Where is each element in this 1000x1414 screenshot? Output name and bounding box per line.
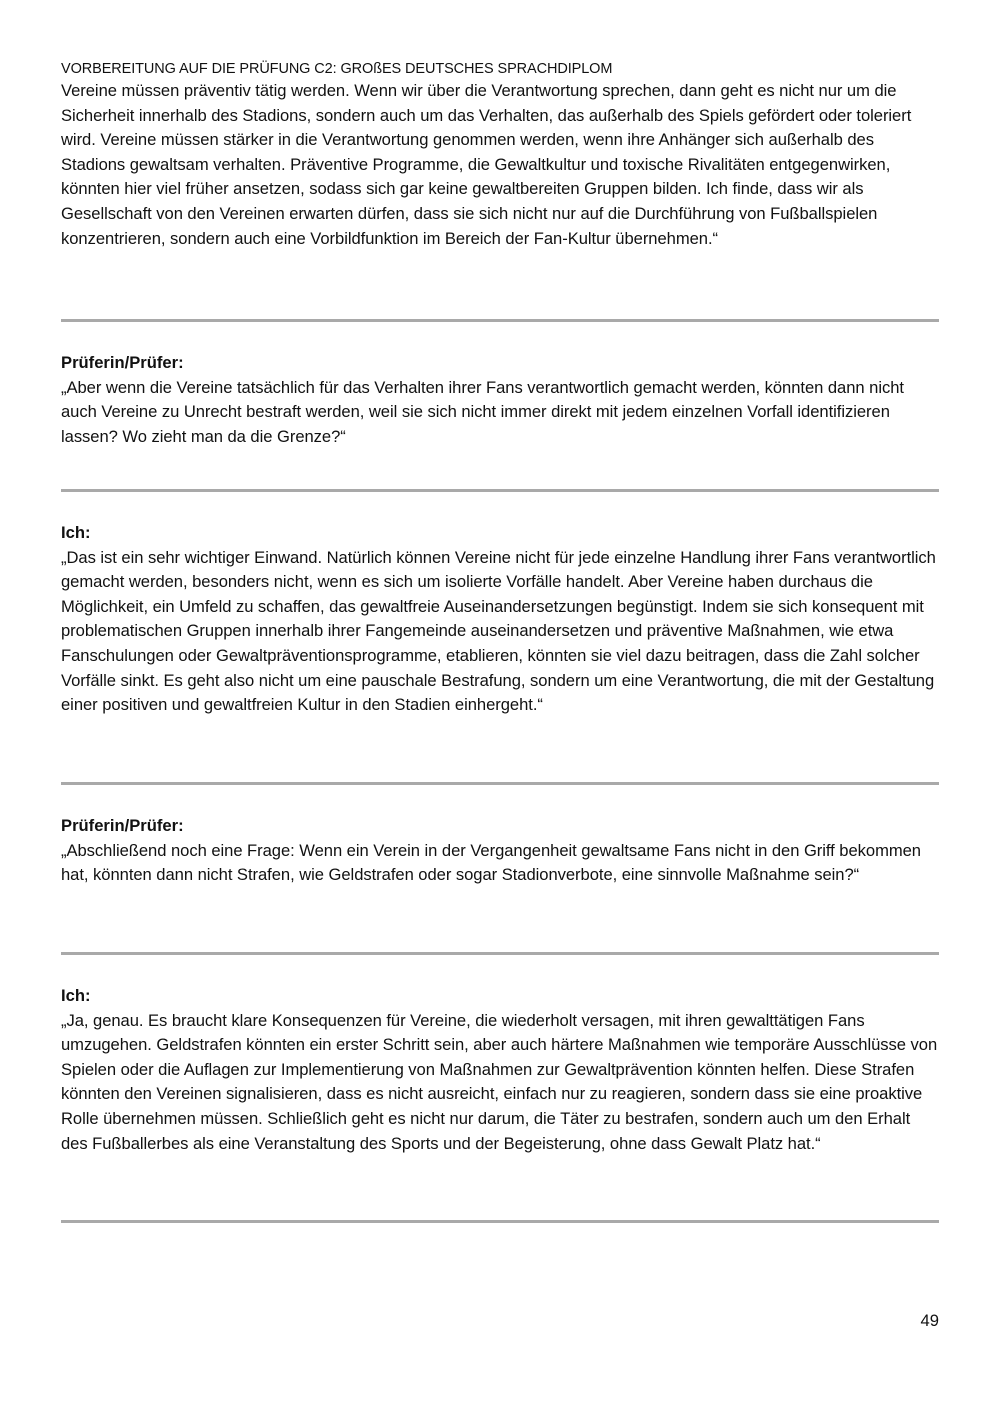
dialogue-turn-2 xyxy=(61,521,941,718)
turn-text: „Das ist ein sehr wichtiger Einwand. Natürlich können Vereine nicht für jede einzelne Handlung ihrer Fans verantwortlich gemacht werden, besonders nicht, wenn es sich um isolierte Vorfälle handelt. Aber Vereine haben durchaus die Möglichkeit, ein Umfeld zu schaffen, das gewaltfreie Auseinandersetzungen begünstigt. Indem sie sich konsequent mit problematischen Gruppen innerhalb ihrer Fangemeinde auseinandersetzen und präventive Maßnahmen, wie etwa Fanschulungen oder Gewaltpräventionsprogramme, etablieren, könnten sie viel dazu beitragen, dass die Zahl solcher Vorfälle sinkt. Es geht also nicht um eine pauschale Bestrafung, sondern um eine Verantwortung, die mit der Gestaltung einer positiven und gewaltfreien Kultur in den Stadien einhergeht.“ xyxy=(61,547,936,715)
page-header: VORBEREITUNG AUF DIE PRÜFUNG C2: GROßES DEUTSCHES SPRACHDIPLOM xyxy=(61,61,613,77)
turn-text: „Abschließend noch eine Frage: Wenn ein Verein in der Vergangenheit gewaltsame Fans nicht in den Griff bekommen hat, könnten dann nicht Strafen, wie Geldstrafen oder sogar Stadionverbote, eine sinnvolle Maßnahme sein?“ xyxy=(61,840,921,885)
speaker-label: Prüferin/Prüfer: xyxy=(61,816,184,835)
divider xyxy=(61,1220,939,1223)
divider xyxy=(61,952,939,955)
dialogue-turn-3 xyxy=(61,814,941,888)
speaker-label: Ich: xyxy=(61,523,91,542)
divider xyxy=(61,782,939,785)
dialogue-turn-1 xyxy=(61,351,941,449)
dialogue-turn-4 xyxy=(61,984,941,1156)
speaker-label: Prüferin/Prüfer: xyxy=(61,353,184,372)
divider xyxy=(61,489,939,492)
speaker-label: Ich: xyxy=(61,986,91,1005)
page-number: 49 xyxy=(920,1311,939,1330)
turn-text: „Ja, genau. Es braucht klare Konsequenzen für Vereine, die wiederholt versagen, mit ihren gewalttätigen Fans umzugehen. Geldstrafen könnten ein erster Schritt sein, aber auch härtere Maßnahmen wie temporäre Ausschlüsse von Spielen oder die Auflagen zur Implementierung von Maßnahmen zur Gewaltprävention könnten helfen. Diese Strafen könnten den Vereinen signalisieren, dass es nicht ausreicht, einfach nur zu reagieren, sondern dass sie eine proaktive Rolle übernehmen müssen. Schließlich geht es nicht nur darum, die Täter zu bestrafen, sondern auch um den Erhalt des Fußballerbes als eine Veranstaltung des Sports und der Begeisterung, ohne dass Gewalt Platz hat.“ xyxy=(61,1010,938,1153)
page-content xyxy=(61,60,941,251)
divider xyxy=(61,319,939,322)
intro-paragraph: Vereine müssen präventiv tätig werden. Wenn wir über die Verantwortung sprechen, dann geht es nicht nur um die Sicherheit innerhalb des Stadions, sondern auch um das Verhalten, das außerhalb des Spiels gefördert oder toleriert wird. Vereine müssen stärker in die Verantwortung genommen werden, wenn ihre Anhänger sich außerhalb des Stadions gewaltsam verhalten. Präventive Programme, die Gewaltkultur und toxische Rivalitäten entgegenwirken, könnten hier viel früher ansetzen, sodass sich gar keine gewaltbereiten Gruppen bilden. Ich finde, dass wir als Gesellschaft von den Vereinen erwarten dürfen, dass sie sich nicht nur auf die Durchführung von Fußballspielen konzentrieren, sondern auch eine Vorbildfunktion im Bereich der Fan-Kultur übernehmen.“ xyxy=(61,81,912,248)
turn-text: „Aber wenn die Vereine tatsächlich für das Verhalten ihrer Fans verantwortlich gemacht werden, könnten dann nicht auch Vereine zu Unrecht bestraft werden, weil sie sich nicht immer direkt mit jedem einzelnen Vorfall identifizieren lassen? Wo zieht man da die Grenze?“ xyxy=(61,377,904,446)
